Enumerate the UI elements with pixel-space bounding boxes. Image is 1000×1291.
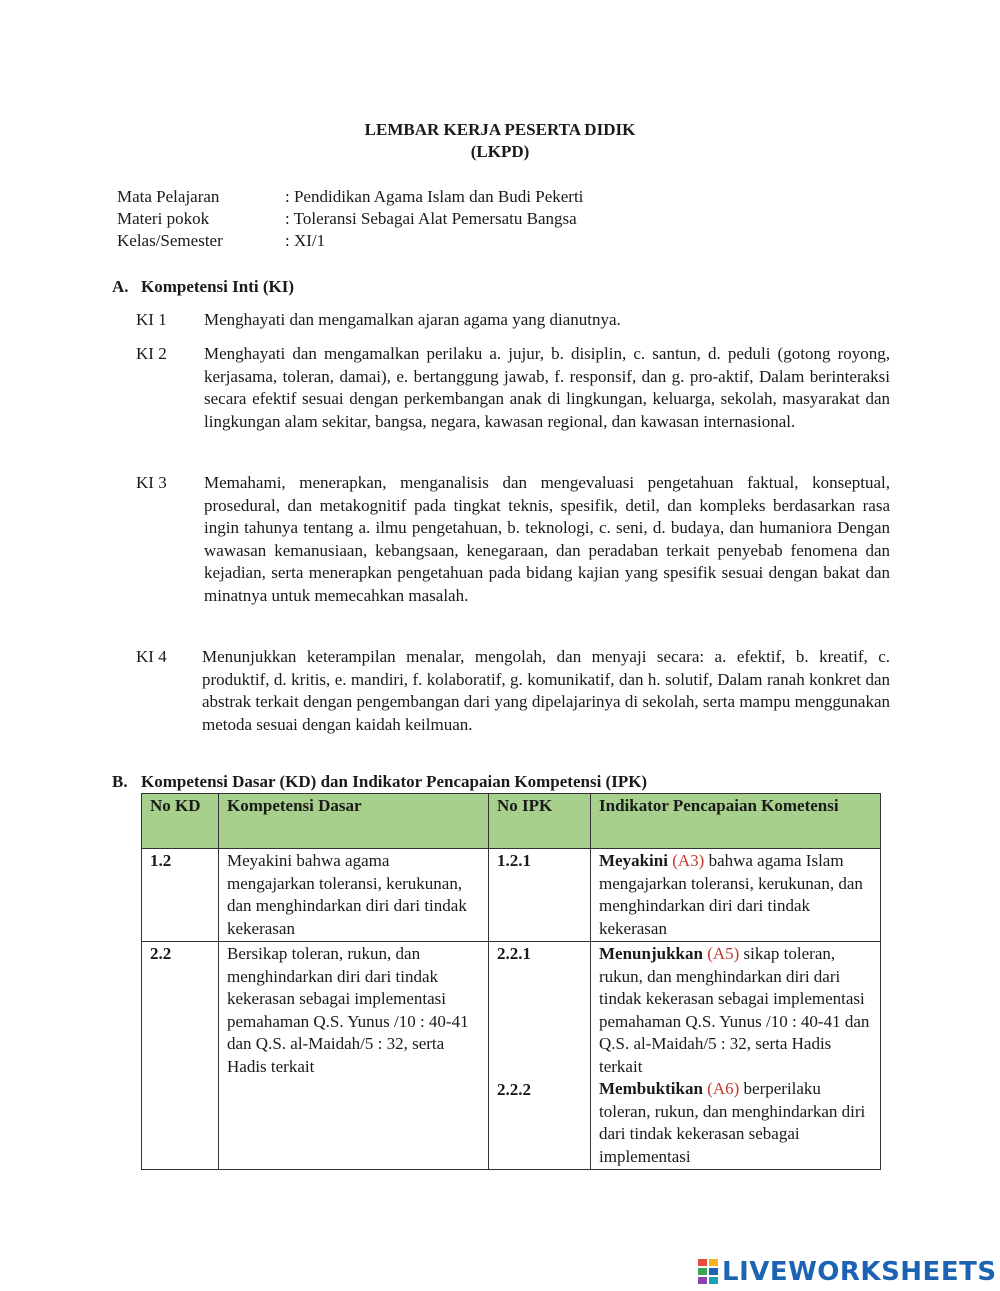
ki-label: KI 2 bbox=[136, 344, 167, 363]
kd-cell: Bersikap toleran, rukun, dan menghindarkan diri dari tindak kekerasan sebagai implementasi pemahaman Q.S. Yunus /10 : 40-41 dan Q.S. al-Maidah/5 : 32, serta Hadis terkait bbox=[219, 942, 489, 1170]
ki-text: Menghayati dan mengamalkan ajaran agama yang dianutnya. bbox=[204, 310, 621, 329]
kd-ipk-table bbox=[141, 793, 881, 1170]
no-ipk-cell: 1.2.1 bbox=[489, 849, 591, 942]
logo-text: LIVEWORKSHEETS bbox=[722, 1257, 997, 1287]
column-header: Kompetensi Dasar bbox=[219, 794, 489, 849]
liveworksheets-logo[interactable] bbox=[697, 1254, 997, 1290]
table-row bbox=[142, 942, 881, 1170]
column-header: Indikator Pencapaian Kometensi bbox=[591, 794, 881, 849]
meta-value: : Pendidikan Agama Islam dan Budi Pekerti bbox=[285, 187, 584, 206]
column-header: No IPK bbox=[489, 794, 591, 849]
ipk-code: (A6) bbox=[707, 1079, 740, 1098]
ipk-indicator bbox=[599, 943, 872, 1078]
meta-row-subject bbox=[117, 186, 583, 208]
ipk-code: (A3) bbox=[672, 851, 705, 870]
meta-value: : Toleransi Sebagai Alat Pemersatu Bangsa bbox=[285, 209, 577, 228]
section-a-heading bbox=[112, 276, 294, 298]
ipk-verb: Membuktikan bbox=[599, 1079, 703, 1098]
document-title: LEMBAR KERJA PESERTA DIDIK bbox=[364, 120, 636, 139]
document-subtitle: (LKPD) bbox=[470, 142, 530, 161]
ki-text: Menghayati dan mengamalkan perilaku a. jujur, b. disiplin, c. santun, d. peduli (gotong royong, kerjasama, toleran, damai), e. bertanggung jawab, f. responsif, dan g. pro-aktif, Dalam berinteraksi secara efektif sesuai dengan perkembangan anak di lingkungan, keluarga, sekolah, masyarakat dan lingkungan alam sekitar, bangsa, negara, kawasan regional, dan kawasan internasional. bbox=[204, 344, 890, 431]
ki-text: Menunjukkan keterampilan menalar, mengolah, dan menyaji secara: a. efektif, b. kreatif, c. produktif, d. kritis, e. mandiri, f. kolaboratif, g. komunikatif, dan h. solutif, Dalam ranah konkret dan abstrak terkait dengan pengembangan dari yang dipelajarinya di sekolah, serta mampu menggunakan metoda sesuai dengan kaidah keilmuan. bbox=[202, 647, 890, 734]
section-title: Kompetensi Dasar (KD) dan Indikator Pencapaian Kompetensi (IPK) bbox=[141, 772, 648, 791]
meta-label: Materi pokok bbox=[117, 209, 210, 228]
section-b-heading bbox=[112, 771, 647, 793]
ki-label: KI 3 bbox=[136, 473, 167, 492]
ipk-cell bbox=[591, 942, 881, 1170]
no-kd-cell: 2.2 bbox=[142, 942, 219, 1170]
meta-row-class bbox=[117, 230, 325, 252]
liveworksheets-logo-icon bbox=[697, 1258, 719, 1286]
table-header-row bbox=[142, 794, 881, 849]
ipk-text: berperilaku toleran, rukun, dan menghindarkan diri dari tindak kekerasan sebagai implementasi bbox=[599, 1079, 866, 1166]
meta-label: Kelas/Semester bbox=[117, 231, 223, 250]
ipk-indicator bbox=[599, 1078, 872, 1168]
no-kd-cell: 1.2 bbox=[142, 849, 219, 942]
meta-row-topic bbox=[117, 208, 577, 230]
ipk-code: (A5) bbox=[707, 944, 740, 963]
table-row bbox=[142, 849, 881, 942]
ipk-number: 2.2.1 bbox=[497, 944, 531, 963]
section-letter: B. bbox=[112, 772, 128, 791]
column-header: No KD bbox=[142, 794, 219, 849]
ki-text: Memahami, menerapkan, menganalisis dan mengevaluasi pengetahuan faktual, konseptual, prosedural, dan metakognitif pada tingkat teknis, spesifik, detil, dan kompleks berdasarkan rasa ingin tahunya tentang a. ilmu pengetahuan, b. teknologi, c. seni, d. budaya, dan humaniora Dengan wawasan kemanusiaan, kebangsaan, kenegaraan, dan peradaban terkait penyebab fenomena dan kejadian, serta menerapkan pengetahuan pada bidang kajian yang spesifik sesuai dengan bakat dan minatnya untuk memecahkan masalah. bbox=[204, 473, 890, 605]
kd-cell: Meyakini bahwa agama mengajarkan toleransi, kerukunan, dan menghindarkan diri dari tindak kekerasan bbox=[219, 849, 489, 942]
section-letter: A. bbox=[112, 277, 129, 296]
meta-label: Mata Pelajaran bbox=[117, 187, 220, 206]
meta-value: : XI/1 bbox=[285, 231, 326, 250]
section-title: Kompetensi Inti (KI) bbox=[141, 277, 294, 296]
ki-label: KI 1 bbox=[136, 310, 167, 329]
ipk-cell bbox=[591, 849, 881, 942]
ipk-text: bahwa agama Islam mengajarkan toleransi, kerukunan, dan menghindarkan diri dari tindak kekerasan bbox=[599, 851, 863, 938]
ipk-verb: Menunjukkan bbox=[599, 944, 703, 963]
no-ipk-cell bbox=[489, 942, 591, 1170]
ki-label: KI 4 bbox=[136, 647, 167, 666]
ipk-text: sikap toleran, rukun, dan menghindarkan diri dari tindak kekerasan sebagai implementasi pemahaman Q.S. Yunus /10 : 40-41 dan Q.S. al-Maidah/5 : 32, serta Hadis terkait bbox=[599, 944, 870, 1076]
ipk-verb: Meyakini bbox=[599, 851, 668, 870]
ipk-number: 2.2.2 bbox=[497, 1079, 531, 1099]
